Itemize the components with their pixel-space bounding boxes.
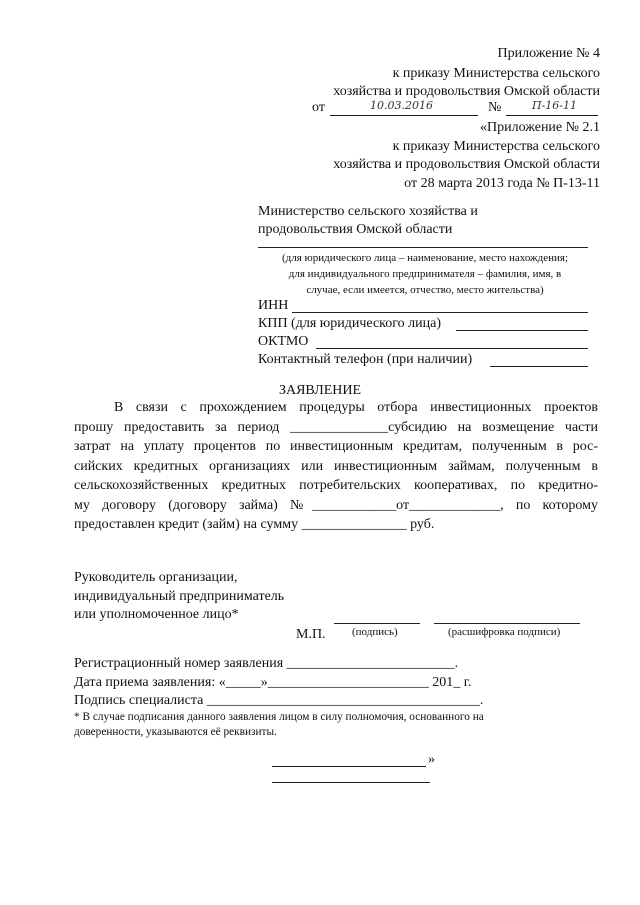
kpp-label: КПП (для юридического лица) [258, 316, 441, 331]
footnote-line-2: доверенности, указываются её реквизиты. [74, 726, 277, 738]
from-label: от [312, 100, 325, 115]
signer-line-3: или уполномоченное лицо* [74, 607, 239, 622]
signature-field [334, 623, 420, 624]
statement-title: ЗАЯВЛЕНИЕ [278, 383, 362, 398]
statement-line-5: сельскохозяйственных кредитных потребительских кооперативах, по кредитно- [74, 478, 598, 493]
date-underline [330, 115, 478, 116]
signature-decode-field [434, 623, 580, 624]
handwritten-number: П-16-11 [532, 99, 578, 112]
addressee-underline [258, 247, 588, 248]
receipt-date: Дата приема заявления: «_____»_______________________ 201_ г. [74, 675, 472, 690]
addressee-hint-1: (для юридического лица – наименование, место нахождения; [281, 252, 569, 264]
inn-label: ИНН [258, 298, 289, 313]
statement-line-2: прошу предоставить за период ______________субсидию на возмещение части [74, 419, 598, 435]
addressee-hint-3: случае, если имеется, отчество, место жительства) [306, 284, 544, 296]
signer-line-1: Руководитель организации, [74, 570, 238, 585]
closing-line-1 [272, 766, 426, 767]
specialist-signature: Подпись специалиста _______________________________________. [74, 693, 484, 708]
to-order-line-1: к приказу Министерства сельского [392, 66, 600, 81]
registration-number: Регистрационный номер заявления ________________________. [74, 656, 459, 671]
statement-line-1: В связи с прохождением процедуры отбора инвестиционных проектов [114, 400, 598, 415]
statement-line-4: сийских кредитных организациях или инвестиционным займам, полученным в [74, 458, 598, 474]
appendix-4-title: Приложение № 4 [497, 46, 600, 61]
statement-line-7: предоставлен кредит (займ) на сумму _______________ руб. [74, 517, 435, 532]
addressee-hint-2: для индивидуального предпринимателя – фамилия, имя, в [288, 268, 562, 280]
number-label: № [488, 100, 502, 115]
order-date-line: от 28 марта 2013 года № П-13-11 [404, 176, 600, 191]
appendix-2-1-title: «Приложение № 2.1 [480, 120, 600, 135]
oktmo-field [316, 348, 588, 349]
ministry-line-1: хозяйства и продовольствия Омской области [333, 84, 600, 99]
signature-decode-hint: (расшифровка подписи) [448, 626, 561, 638]
phone-field [490, 366, 588, 367]
addressee-line-1: Министерство сельского хозяйства и [258, 204, 478, 219]
ministry-line-2: хозяйства и продовольствия Омской области [333, 157, 600, 172]
stamp-label: М.П. [296, 627, 326, 642]
statement-line-6: му договору (договору займа) №____________от_____________, по которому [74, 497, 598, 513]
oktmo-label: ОКТМО [258, 334, 309, 349]
closing-quote: » [428, 752, 435, 767]
closing-line-2 [272, 782, 430, 783]
signer-line-2: индивидуальный предприниматель [74, 589, 285, 604]
addressee-line-2: продовольствия Омской области [258, 222, 453, 237]
handwritten-date: 10.03.2016 [370, 99, 433, 112]
inn-field [292, 312, 588, 313]
statement-line-3: затрат на уплату процентов по инвестиционным кредитам, полученным в рос- [74, 439, 598, 454]
signature-hint: (подпись) [352, 626, 398, 638]
kpp-field [456, 330, 588, 331]
footnote-line-1: * В случае подписания данного заявления лицом в силу полномочия, основанного на [74, 711, 484, 723]
to-order-line-2: к приказу Министерства сельского [392, 139, 600, 154]
statement-body [74, 398, 598, 535]
phone-label: Контактный телефон (при наличии) [258, 352, 473, 367]
number-underline [506, 115, 598, 116]
